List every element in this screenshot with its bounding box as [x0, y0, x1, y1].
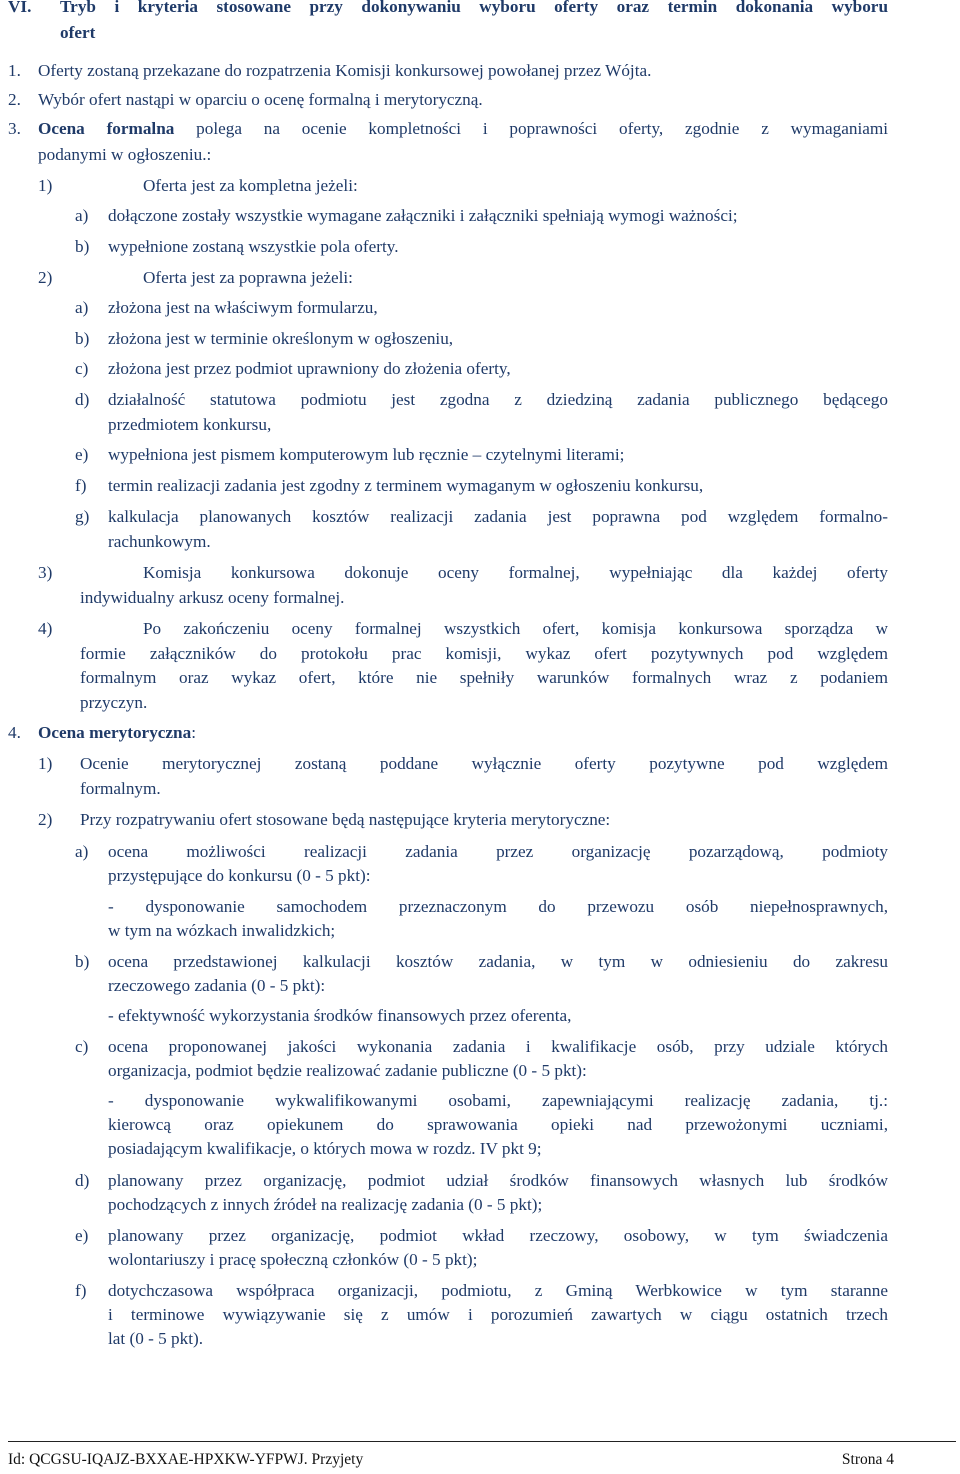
crit-c-letter: c) [75, 1037, 89, 1056]
sub-2-a-letter: a) [75, 298, 89, 317]
sub-2-b-letter: b) [75, 329, 90, 348]
item-4-bold-heading: Ocena merytoryczna [38, 723, 192, 742]
item-2-text: Wybór ofert nastąpi w oparciu o ocenę formalną i merytoryczną. [38, 90, 483, 109]
item-3-number: 3. [8, 119, 21, 138]
sub-2-d-text-line1: działalność statutowa podmiotu jest zgodna z dziedziną zadania publicznego będącego [108, 390, 888, 409]
crit-2-text: Przy rozpatrywaniu ofert stosowane będą następujące kryteria merytoryczne: [80, 810, 611, 829]
sub-2-e-letter: e) [75, 445, 89, 464]
section-number: VI. [8, 0, 32, 16]
item-3-line2: podanymi w ogłoszeniu.: [38, 145, 212, 164]
crit-1-number: 1) [38, 754, 53, 773]
sub-2-c-text: złożona jest przez podmiot uprawniony do złożenia oferty, [108, 359, 511, 378]
crit-f-text-line3: lat (0 - 5 pkt). [108, 1329, 203, 1348]
sub-2-d-letter: d) [75, 390, 90, 409]
sub-2-g-text-line2: rachunkowym. [108, 532, 211, 551]
item-3-bold-heading: Ocena formalna [38, 119, 175, 138]
crit-b-text-line1: ocena przedstawionej kalkulacji kosztów zadania, w tym w odniesieniu do zakresu [108, 952, 888, 971]
item-4-heading [38, 722, 196, 744]
sub-3-number: 3) [38, 563, 53, 582]
sub-3-text-line2: indywidualny arkusz oceny formalnej. [80, 588, 345, 607]
item-4-number: 4. [8, 723, 21, 742]
crit-1-text-line2: formalnym. [80, 779, 161, 798]
crit-e-text-line2: wolontariuszy i pracę społeczną członków (0 - 5 pkt); [108, 1250, 478, 1269]
section-title-line1: Tryb i kryteria stosowane przy dokonywaniu wyboru oferty oraz termin dokonania wyboru [60, 0, 888, 16]
crit-b-letter: b) [75, 952, 90, 971]
item-1-number: 1. [8, 61, 21, 80]
crit-d-letter: d) [75, 1171, 90, 1190]
crit-e-text-line1: planowany przez organizację, podmiot wkład rzeczowy, osobowy, w tym świadczenia [108, 1226, 888, 1245]
sub-2-f-text: termin realizacji zadania jest zgodny z terminem wymaganym w ogłoszeniu konkursu, [108, 476, 704, 495]
crit-a-text-line2: przystępujące do konkursu (0 - 5 pkt): [108, 866, 371, 885]
footer-page-number: Strona 4 [841, 1451, 894, 1468]
sub-2-number: 2) [38, 268, 53, 287]
crit-c-detail-line3: posiadającym kwalifikacje, o których mowa w rozdz. IV pkt 9; [108, 1139, 542, 1158]
crit-f-letter: f) [75, 1281, 87, 1300]
crit-2-number: 2) [38, 810, 53, 829]
sub-2-c-letter: c) [75, 359, 89, 378]
sub-4-text-line2: formie załączników do protokołu prac komisji, wykaz ofert pozytywnych pod względem [80, 644, 888, 663]
crit-d-text-line2: pochodzących z innych źródeł na realizację zadania (0 - 5 pkt); [108, 1195, 543, 1214]
crit-1-text-line1: Ocenie merytorycznej zostaną poddane wyłącznie oferty pozytywne pod względem [80, 754, 888, 773]
crit-d-text-line1: planowany przez organizację, podmiot udział środków finansowych własnych lub środków [108, 1171, 888, 1190]
crit-b-text-line2: rzeczowego zadania (0 - 5 pkt): [108, 976, 326, 995]
crit-b-detail-line1: - efektywność wykorzystania środków finansowych przez oferenta, [108, 1006, 572, 1025]
crit-e-letter: e) [75, 1226, 89, 1245]
item-4-colon: : [191, 723, 196, 742]
sub-3-text-line1: Komisja konkursowa dokonuje oceny formalnej, wypełniając dla każdej oferty [143, 563, 888, 582]
sub-2-f-letter: f) [75, 476, 87, 495]
sub-2-e-text: wypełniona jest pismem komputerowym lub ręcznie – czytelnymi literami; [108, 445, 625, 464]
sub-1-b-text: wypełnione zostaną wszystkie pola oferty. [108, 237, 399, 256]
sub-4-number: 4) [38, 619, 53, 638]
sub-2-g-text-line1: kalkulacja planowanych kosztów realizacji zadania jest poprawna pod względem formalno- [108, 507, 888, 526]
sub-2-a-text: złożona jest na właściwym formularzu, [108, 298, 378, 317]
crit-a-text-line1: ocena możliwości realizacji zadania przez organizację pozarządową, podmioty [108, 842, 888, 861]
sub-2-g-letter: g) [75, 507, 90, 526]
crit-f-text-line2: i terminowe wywiązywanie się z umów i porozumień zawartych w ciągu ostatnich trzech [108, 1305, 888, 1324]
crit-c-text-line1: ocena proponowanej jakości wykonania zadania i kwalifikacje osób, przy udziale których [108, 1037, 888, 1056]
footer-divider [8, 1441, 956, 1442]
item-2-number: 2. [8, 90, 21, 109]
item-1-text: Oferty zostaną przekazane do rozpatrzenia Komisji konkursowej powołanej przez Wójta. [38, 61, 652, 80]
item-3-line1 [38, 118, 888, 140]
item-3-line1-rest: polega na ocenie kompletności i poprawności oferty, zgodnie z wymaganiami [196, 119, 888, 138]
crit-a-letter: a) [75, 842, 89, 861]
sub-4-text-line1: Po zakończeniu oceny formalnej wszystkich ofert, komisja konkursowa sporządza w [143, 619, 888, 638]
section-title-line2: ofert [60, 23, 96, 42]
crit-a-detail-line2: w tym na wózkach inwalidzkich; [108, 921, 336, 940]
footer-document-id: Id: QCGSU-IQAJZ-BXXAE-HPXKW-YFPWJ. Przyjety [8, 1451, 364, 1468]
sub-1-b-letter: b) [75, 237, 90, 256]
sub-2-b-text: złożona jest w terminie określonym w ogłoszeniu, [108, 329, 454, 348]
sub-1-number: 1) [38, 176, 53, 195]
crit-c-detail-line1: - dysponowanie wykwalifikowanymi osobami, zapewniającymi realizację zadania, tj.: [108, 1091, 888, 1110]
sub-1-text: Oferta jest za kompletna jeżeli: [143, 176, 358, 195]
sub-2-d-text-line2: przedmiotem konkursu, [108, 415, 272, 434]
crit-a-detail-line1: - dysponowanie samochodem przeznaczonym do przewozu osób niepełnosprawnych, [108, 897, 888, 916]
crit-f-text-line1: dotychczasowa współpraca organizacji, podmiotu, z Gminą Werbkowice w tym staranne [108, 1281, 888, 1300]
crit-c-detail-line2: kierowcą oraz opiekunem do sprawowania opieki nad przewożonymi uczniami, [108, 1115, 888, 1134]
sub-2-text: Oferta jest za poprawna jeżeli: [143, 268, 353, 287]
sub-1-a-letter: a) [75, 206, 89, 225]
sub-1-a-text: dołączone zostały wszystkie wymagane załączniki i załączniki spełniają wymogi ważności; [108, 206, 738, 225]
sub-4-text-line3: formalnym oraz wykaz ofert, które nie spełniły warunków formalnych wraz z podaniem [80, 668, 888, 687]
sub-4-text-line4: przyczyn. [80, 693, 148, 712]
crit-c-text-line2: organizacja, podmiot będzie realizować zadanie publiczne (0 - 5 pkt): [108, 1061, 587, 1080]
